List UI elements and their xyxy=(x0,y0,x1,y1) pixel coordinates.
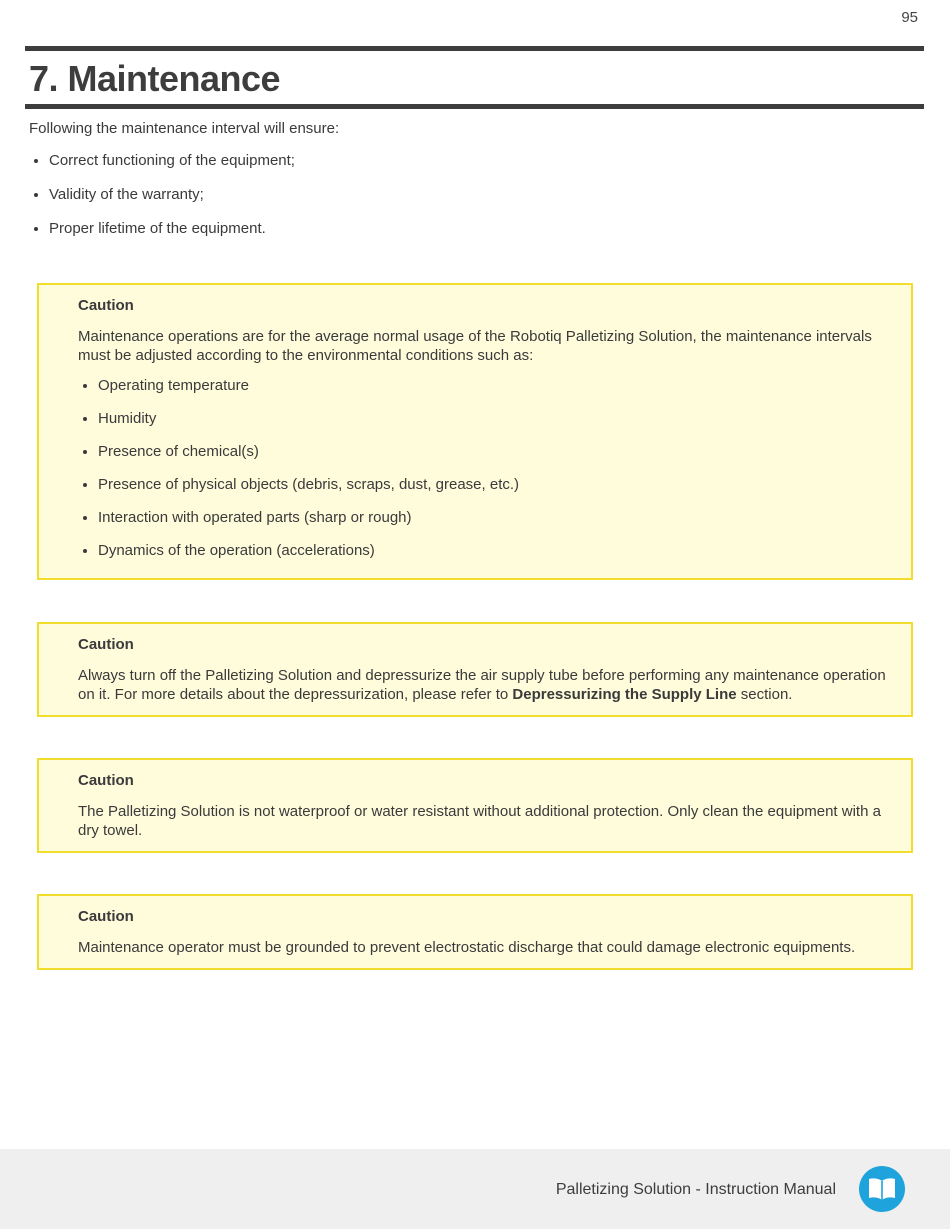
caution-condition-item: • Humidity xyxy=(98,410,893,428)
page-number: 95 xyxy=(901,9,918,26)
caution-box-depressurize xyxy=(37,622,913,717)
page-footer xyxy=(0,1149,950,1229)
caution-title: Caution xyxy=(78,908,134,925)
header-rule-bottom xyxy=(25,104,924,109)
caution-title: Caution xyxy=(78,297,134,314)
caution-box-waterproof xyxy=(37,758,913,853)
caution-box-grounding xyxy=(37,894,913,970)
caution-text: The Palletizing Solution is not waterproof or water resistant without additional protection. Only clean the equipment with a dry towel. xyxy=(78,803,881,839)
caution-text-after: section. xyxy=(736,686,793,703)
intro-bullet-item: • Validity of the warranty; xyxy=(49,186,295,204)
caution-text-before: Always turn off the Palletizing Solution and depressurize the air supply tube before performing any maintenance operation on it. For more details about the depressurization, please refer to xyxy=(78,667,886,703)
caution-box-environment xyxy=(37,283,913,580)
intro-bullet-item: • Proper lifetime of the equipment. xyxy=(49,220,295,238)
caution-condition-item: • Interaction with operated parts (sharp or rough) xyxy=(98,509,893,527)
intro-bullet-item: • Correct functioning of the equipment; xyxy=(49,152,295,170)
book-icon[interactable] xyxy=(859,1166,905,1212)
caution-condition-item: • Operating temperature xyxy=(98,377,893,395)
caution-title: Caution xyxy=(78,772,134,789)
footer-title: Palletizing Solution - Instruction Manual xyxy=(555,1181,836,1198)
caution-text: Maintenance operator must be grounded to prevent electrostatic discharge that could damage electronic equipments. xyxy=(78,939,856,956)
header-rule-top xyxy=(25,46,924,51)
caution-condition-item: • Presence of chemical(s) xyxy=(98,443,893,461)
caution-condition-list xyxy=(78,377,893,560)
caution-condition-item: • Dynamics of the operation (accelerations) xyxy=(98,542,893,560)
caution-text xyxy=(78,666,893,704)
depressurizing-section-link[interactable]: Depressurizing the Supply Line xyxy=(512,686,737,703)
caution-text: Maintenance operations are for the average normal usage of the Robotiq Palletizing Solution, the maintenance intervals must be adjusted according to the environmental conditions such as: xyxy=(78,328,872,364)
intro-bullet-list xyxy=(29,152,295,254)
caution-condition-item: • Presence of physical objects (debris, scraps, dust, grease, etc.) xyxy=(98,476,893,494)
intro-text: Following the maintenance interval will ensure: xyxy=(29,120,340,137)
chapter-title: 7. Maintenance xyxy=(29,58,281,99)
caution-title: Caution xyxy=(78,636,134,653)
